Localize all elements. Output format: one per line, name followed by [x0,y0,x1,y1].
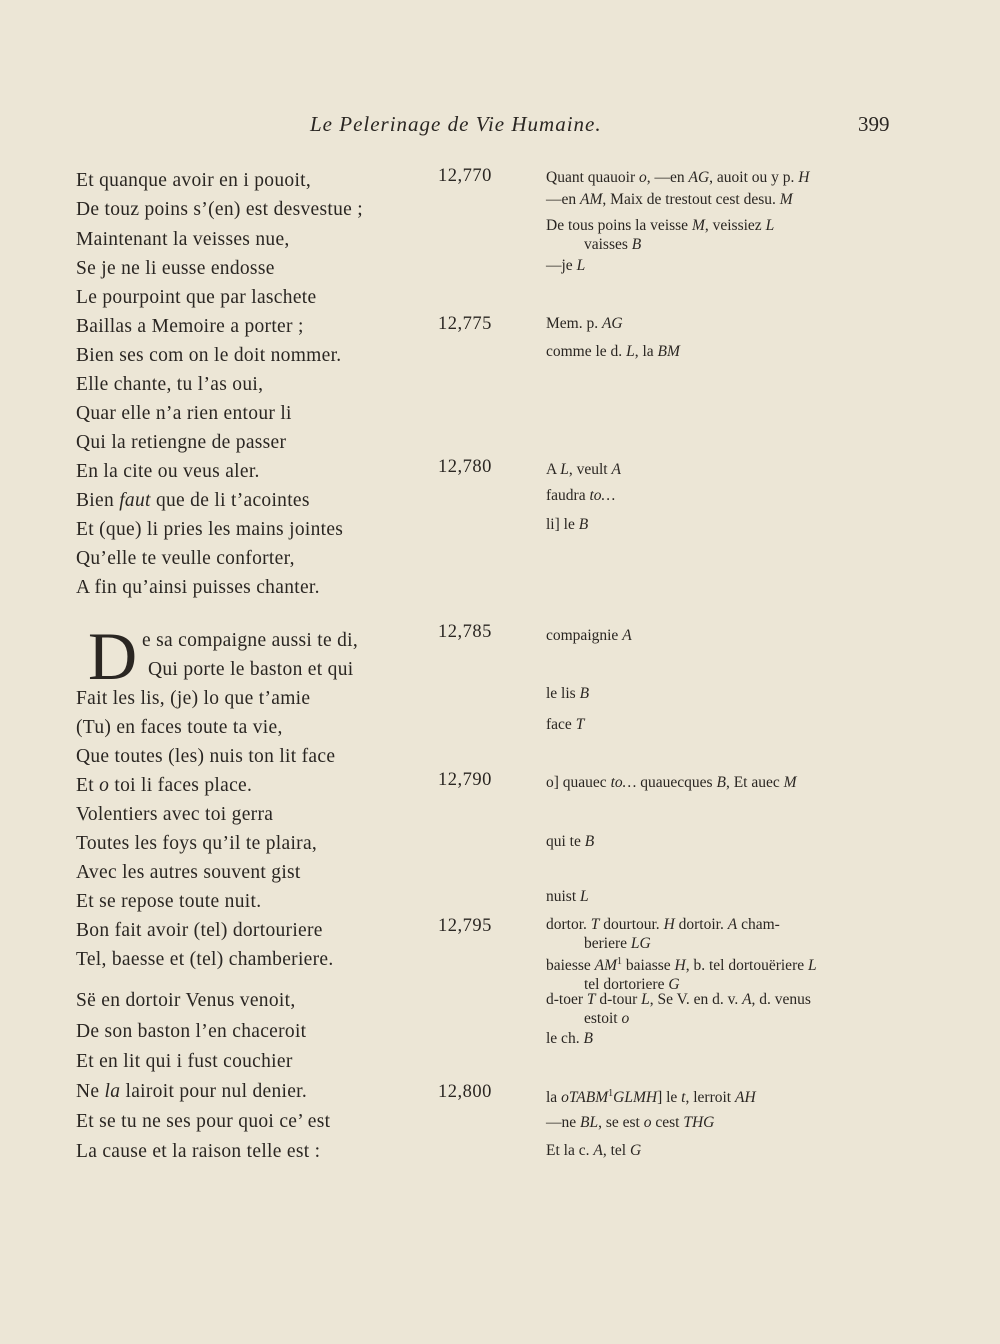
verse-line: Qui porte le baston et qui [148,659,354,680]
verse-line: Së en dortoir Venus venoit, [76,990,296,1011]
verse-segment: Ne [76,1081,100,1102]
verse-line: Volentiers avec toi gerra [76,804,274,825]
verse-line: Bon fait avoir (tel) dortouriere [76,920,323,941]
verse-line: De son baston l’en chaceroit [76,1021,307,1042]
variant-note: dortor. T dourtour. H dortoir. A cham- beriere LG [546,916,780,952]
verse-line: Et quanque avoir en i pouoit, [76,170,312,191]
variant-note: o] quauec to… quauecques B, Et auec M [546,774,797,791]
verse-italic-word: faut [119,490,151,511]
variant-note: —je L [546,257,586,274]
variant-note: Mem. p. AG [546,315,623,332]
running-title: Le Pelerinage de Vie Humaine. [310,112,602,136]
verse-line: Tel, baesse et (tel) chamberiere. [76,949,334,970]
variant-note: qui te B [546,833,595,850]
variant-note: li] le B [546,516,589,533]
verse-line: La cause et la raison telle est : [76,1141,321,1162]
verse-line: Fait les lis, (je) lo que t’amie [76,688,311,709]
verse-italic-word: o [99,775,110,796]
variant-note: baiesse $AM^1$ baiasse H, b. tel dortouëriere L tel dortoriere G [546,956,817,994]
verse-line: e sa compaigne aussi te di, [142,630,359,651]
verse-line: A fin qu’ainsi puisses chanter. [76,577,320,598]
verse-line: Quar elle n’a rien entour li [76,403,292,424]
variant-note: Et la c. A, tel G [546,1142,642,1159]
verse-line: Toutes les foys qu’il te plaira, [76,833,318,854]
variant-note: le lis B [546,685,590,702]
line-number: 12,795 [438,916,492,936]
verse-line: Que toutes (les) nuis ton lit face [76,746,336,767]
verse-line: Et se tu ne ses pour quoi ce’ est [76,1111,331,1132]
verse-segment: que de li t’acointes [155,490,310,511]
variant-note: d-toer T d-tour L, Se V. en d. v. A, d. venus estoit o [546,991,811,1027]
line-number: 12,785 [438,622,492,642]
verse-line: En la cite ou veus aler. [76,461,260,482]
page-number: 399 [858,112,890,136]
verse-segment: lairoit pour nul denier. [125,1081,308,1102]
variant-note: face T [546,716,585,733]
line-number: 12,770 [438,166,492,186]
verse-line: De touz poins s’(en) est desvestue ; [76,199,363,220]
drop-capital: D [88,618,138,694]
verse-line: Et (que) li pries les mains jointes [76,519,344,540]
variant-note: le ch. B [546,1030,593,1047]
verse-line: Bien ses com on le doit nommer. [76,345,342,366]
line-number: 12,775 [438,314,492,334]
line-number: 12,800 [438,1082,492,1102]
verse-line [76,1077,436,1106]
line-number: 12,790 [438,770,492,790]
verse-segment: Et [76,775,94,796]
verse-line: Maintenant la veisses nue, [76,229,290,250]
verse-line: Qui la retiengne de passer [76,432,287,453]
verse-line: Avec les autres souvent gist [76,862,301,883]
verse-line: Se je ne li eusse endosse [76,258,275,279]
verse-segment: Bien [76,490,115,511]
verse-line [76,771,436,800]
variant-note: comme le d. L, la BM [546,343,680,360]
verse-line: Et se repose toute nuit. [76,891,262,912]
verse-line: Le pourpoint que par laschete [76,287,317,308]
variant-note: —en AM, Maix de trestout cest desu. M [546,191,793,208]
variant-note: Quant quauoir o, —en AG, auoit ou y p. H [546,169,810,186]
verse-line: (Tu) en faces toute ta vie, [76,717,283,738]
verse-line: Baillas a Memoire a porter ; [76,316,304,337]
variant-note: De tous poins la veisse M, veissiez L vaisses B [546,217,775,253]
verse-italic-word: la [104,1081,121,1102]
verse-line: Et en lit qui i fust couchier [76,1051,293,1072]
verse-segment: toi li faces place. [114,775,253,796]
verse-line: Elle chante, tu l’as oui, [76,374,264,395]
variant-note: faudra to… [546,487,616,504]
variant-note: la oTABM$^1$GLMH] le t, lerroit AH [546,1088,756,1107]
variant-note: compaignie A [546,627,632,644]
line-number: 12,780 [438,457,492,477]
verse-line [76,486,436,515]
variant-note: nuist L [546,888,589,905]
verse-line: Qu’elle te veulle conforter, [76,548,295,569]
variant-note: A L, veult A [546,461,621,478]
variant-note: —ne BL, se est o cest THG [546,1114,715,1131]
